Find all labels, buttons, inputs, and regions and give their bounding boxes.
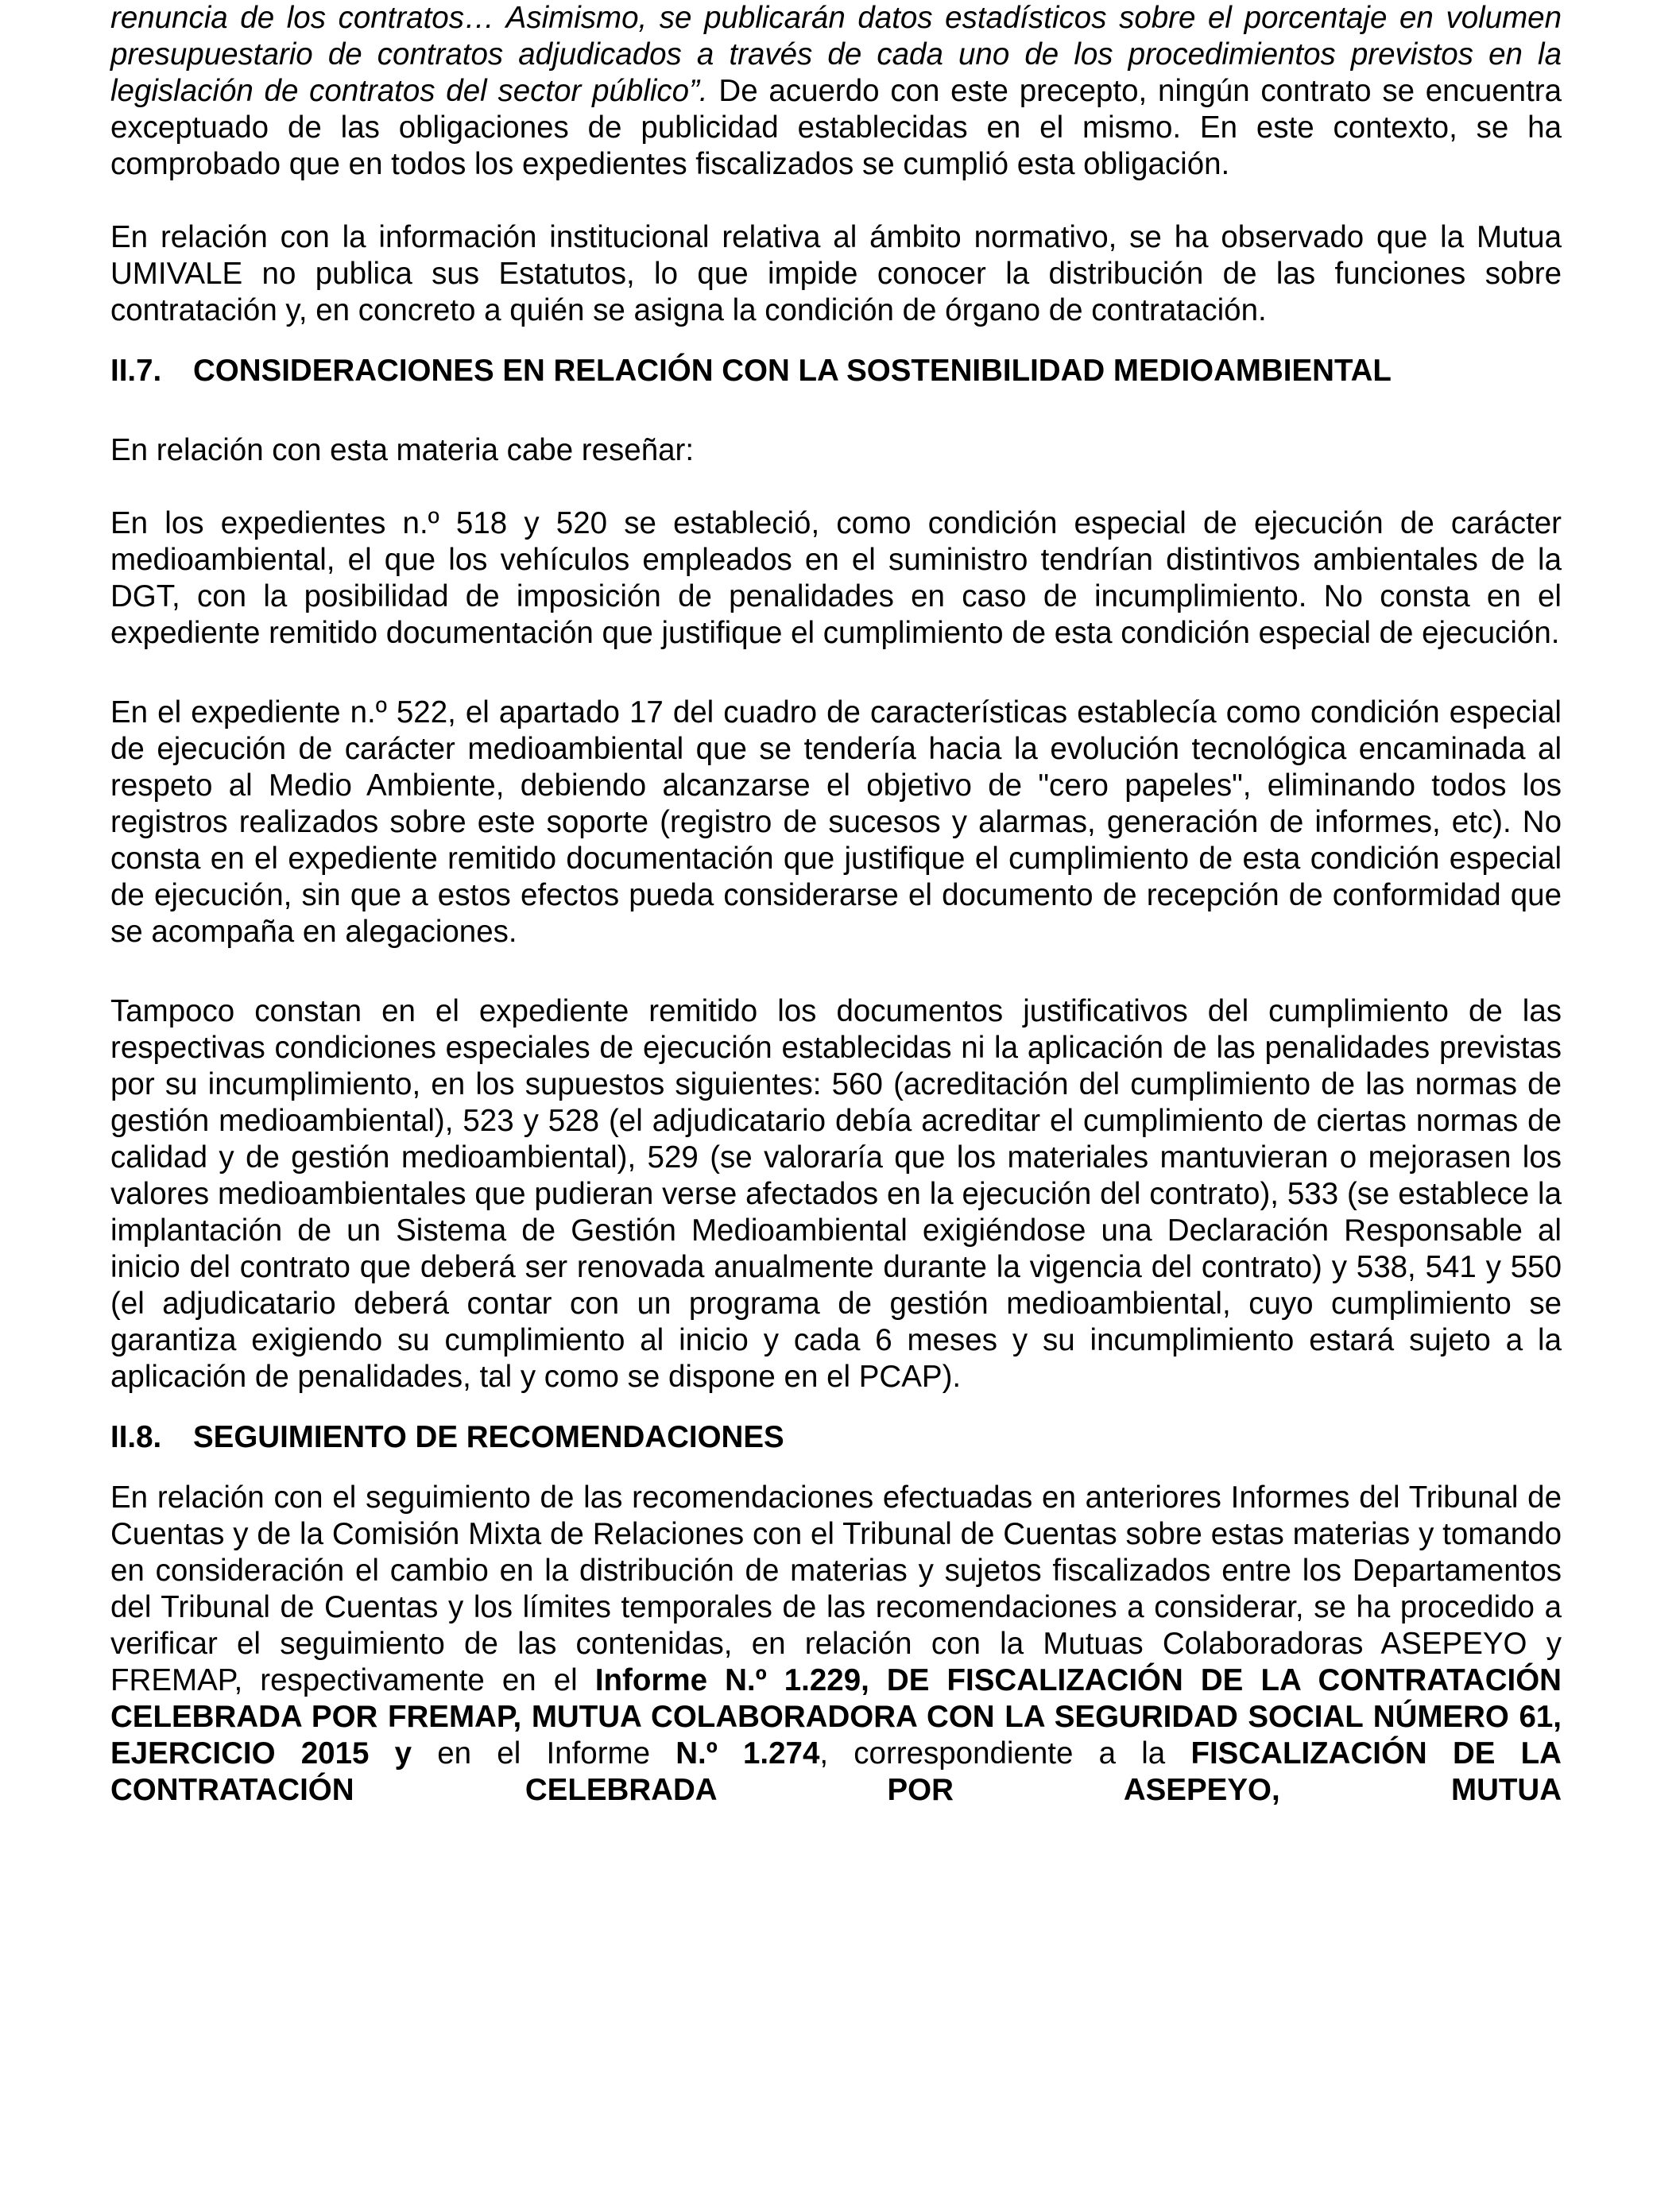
section-number: II.7. [110, 354, 162, 388]
paragraph-text: De acuerdo con este precepto, ningún contrato se encuentra exceptuado de las obligaciones de publicidad establecidas en el mismo. En este contexto, se ha comprobado que en todos los expedientes fiscalizados se cumplió esta obligación. [110, 74, 1562, 181]
document-page [110, 0, 1562, 1809]
legal-quote: renuncia de los contratos… Asimismo, se publicarán datos estadísticos sobre el porcentaje en volumen presupuestario de contratos adjudicados a través de cada uno de los procedimientos previstos en la legislación de contratos del sector público”. [110, 1, 1562, 108]
paragraph-umivale: En relación con la información institucional relativa al ámbito normativo, se ha observado que la Mutua UMIVALE no publica sus Estatutos, lo que impide conocer la distribución de las funciones sobre contratación y, en concreto a quién se asigna la condición de órgano de contratación. [110, 220, 1562, 327]
report-1274-number: N.º 1.274 [675, 1736, 820, 1771]
paragraph-other-files: Tampoco constan en el expediente remitido los documentos justificativos del cumplimiento de las respectivas condiciones especiales de ejecución establecidas ni la aplicación de las penalidades previstas por su incumplimiento, en los supuestos siguientes: 560 (acreditación del cumplimiento de las normas de gestión medioambiental), 523 y 528 (el adjudicatario debía acreditar el cumplimiento de ciertas normas de calidad y de gestión medioambiental), 529 (se valoraría que los materiales mantuvieran o mejorasen los valores medioambientales que pudieran verse afectados en la ejecución del contrato), 533 (se establece la implantación de un Sistema de Gestión Medioambiental exigiéndose una Declaración Responsable al inicio del contrato que deberá ser renovada anualmente durante la vigencia del contrato) y 538, 541 y 550 (el adjudicatario deberá contar con un programa de gestión medioambiental, cuyo cumplimiento se garantiza exigiendo su cumplimiento al inicio y cada 6 meses y su incumplimiento estará sujeto a la aplicación de penalidades, tal y como se dispone en el PCAP). [110, 994, 1562, 1394]
paragraph-recommendations [110, 1480, 1562, 1809]
report-1274-title: FISCALIZACIÓN DE LA CONTRATACIÓN CELEBRADA POR ASEPEYO, MUTUA [110, 1736, 1562, 1807]
report-1229-reference: Informe N.º 1.229, DE FISCALIZACIÓN DE LA CONTRATACIÓN CELEBRADA POR FREMAP, MUTUA COLABORADORA CON LA SEGURIDAD SOCIAL NÚMERO 61, EJERCICIO 2015 y [110, 1663, 1562, 1771]
section-title: CONSIDERACIONES EN RELACIÓN CON LA SOSTENIBILIDAD MEDIOAMBIENTAL [193, 354, 1392, 388]
paragraph-522: En el expediente n.º 522, el apartado 17 del cuadro de características establecía como condición especial de ejecución de carácter medioambiental que se tendería hacia la evolución tecnológica encaminada al respeto al Medio Ambiente, debiendo alcanzarse el objetivo de "cero papeles", eliminando todos los registros realizados sobre este soporte (registro de sucesos y alarmas, generación de informes, etc). No consta en el expediente remitido documentación que justifique el cumplimiento de esta condición especial de ejecución, sin que a estos efectos pueda considerarse el documento de recepción de conformidad que se acompaña en alegaciones. [110, 695, 1562, 949]
section-heading-ii8 [110, 1419, 1562, 1456]
paragraph-text: en el Informe [412, 1736, 676, 1771]
section-number: II.8. [110, 1420, 162, 1454]
paragraph-text: , correspondiente a la [819, 1736, 1191, 1771]
paragraph-text: En relación con el seguimiento de las recomendaciones efectuadas en anteriores Informes del Tribunal de Cuentas y de la Comisión Mixta de Relaciones con el Tribunal de Cuentas sobre estas materias y tomando en consideración el cambio en la distribución de materias y sujetos fiscalizados entre los Departamentos del Tribunal de Cuentas y los límites temporales de las recomendaciones a considerar, se ha procedido a verificar el seguimiento de las contenidas, en relación con la Mutuas Colaboradoras ASEPEYO y FREMAP, respectivamente en el [110, 1480, 1562, 1697]
section-title: SEGUIMIENTO DE RECOMENDACIONES [193, 1420, 784, 1454]
section-heading-ii7 [110, 353, 1562, 389]
paragraph-publicity [110, 0, 1562, 183]
paragraph-518-520: En los expedientes n.º 518 y 520 se estableció, como condición especial de ejecución de carácter medioambiental, el que los vehículos empleados en el suministro tendrían distintivos ambientales de la DGT, con la posibilidad de imposición de penalidades en caso de incumplimiento. No consta en el expediente remitido documentación que justifique el cumplimiento de esta condición especial de ejecución. [110, 506, 1562, 650]
paragraph-intro: En relación con esta materia cabe reseñar: [110, 433, 695, 467]
